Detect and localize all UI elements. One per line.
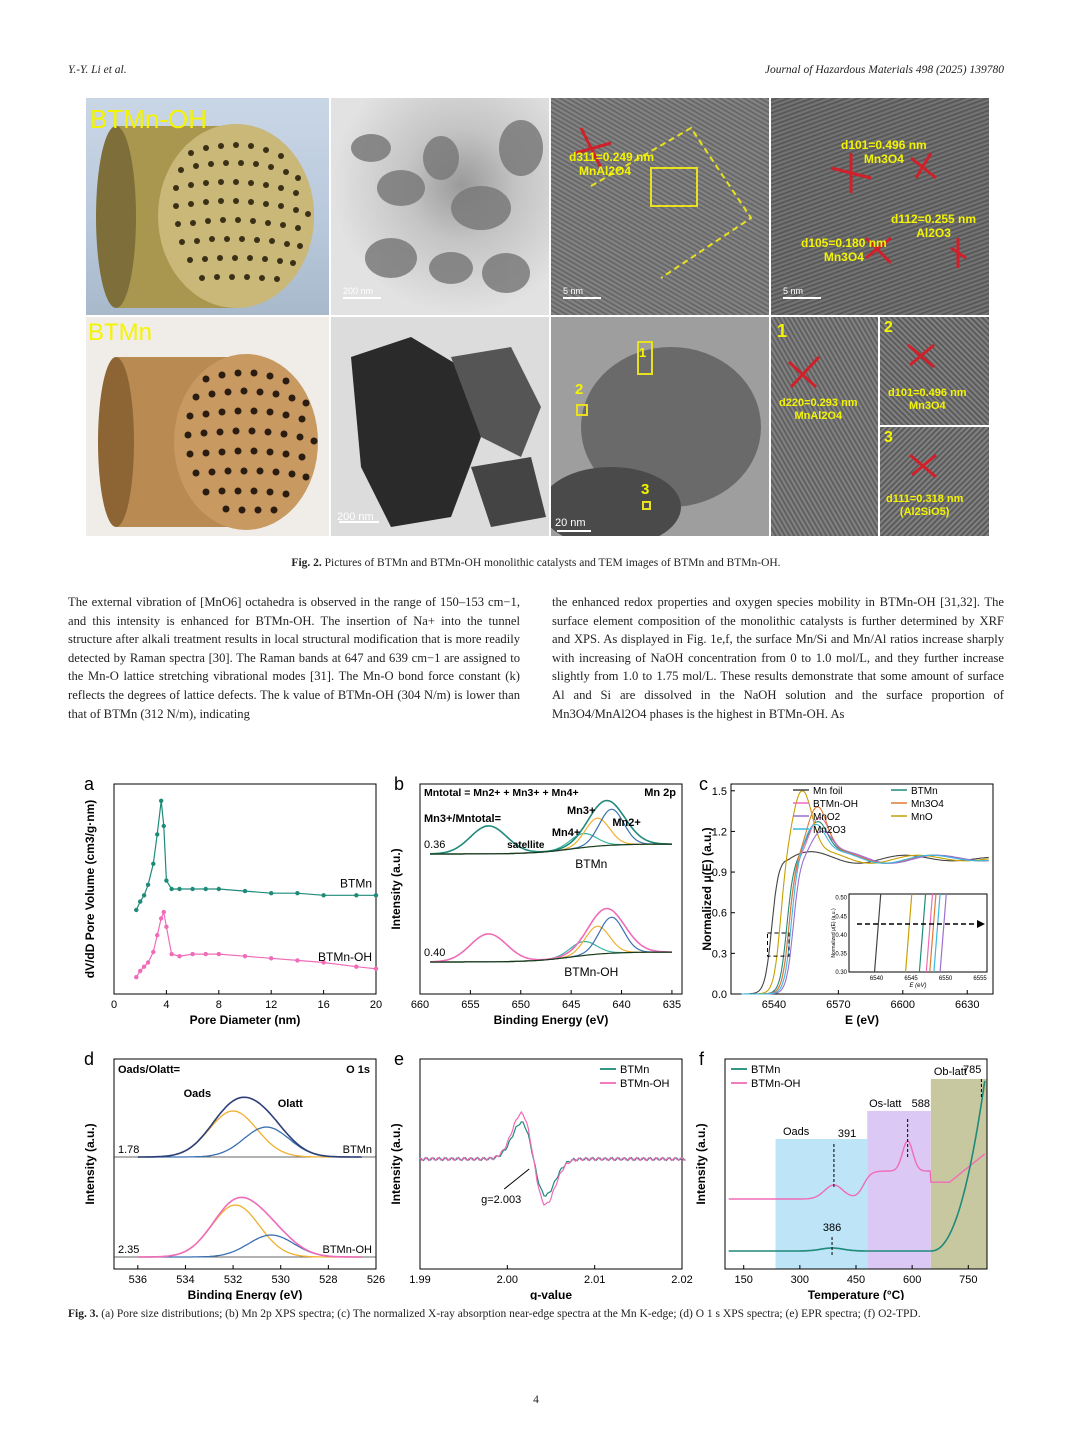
figure-3-caption-text: (a) Pore size distributions; (b) Mn 2p XPS spectra; (c) The normalized X-ray absorption near-edge spectra at the Mn K-edge; (d) O 1 s XPS spectra; (e) EPR spectra; (f) O2-TPD. [101, 1308, 921, 1320]
legend-label: BTMn [751, 1064, 781, 1076]
data-point [295, 958, 299, 962]
series-label: BTMn-OH [564, 965, 619, 979]
x-tick-label: 1.99 [409, 1274, 431, 1286]
legend-label: BTMn-OH [813, 799, 858, 810]
peak-label-386: 386 [822, 1222, 842, 1234]
d112-label: d112=0.255 nm Al2O3 [891, 212, 977, 240]
panel-letter: e [394, 1049, 405, 1069]
figure-3-caption-label: Fig. 3. [68, 1308, 99, 1320]
series-line-BTMn-OH [136, 912, 376, 977]
data-point [159, 916, 163, 920]
inset-frame [849, 894, 987, 972]
inset-y-tick: 0.35 [835, 951, 847, 958]
background-line [430, 952, 672, 962]
photo-btmn [86, 317, 329, 536]
chart-d [80, 1045, 390, 1300]
y-tick-label: 0.0 [711, 989, 727, 1001]
y-tick-label: 1.5 [711, 785, 727, 798]
box-label-1: 1 [639, 345, 647, 360]
y-tick-label: 0.9 [711, 867, 727, 880]
chart-e-svg [390, 1045, 695, 1300]
data-point [374, 967, 378, 971]
running-header-journal: Journal of Hazardous Materials 498 (2025) 139780 [764, 64, 1004, 76]
data-point [138, 899, 142, 903]
tem-btmn-20nm-overlay [551, 317, 769, 536]
running-header-authors: Y.-Y. Li et al. [68, 64, 127, 76]
inset-x-tick: 6545 [904, 976, 918, 982]
chart-title: O 1s [346, 1064, 370, 1076]
label-btmn: BTMn [88, 319, 153, 346]
figure-2-caption-label: Fig. 2. [291, 557, 322, 569]
inset-y-tick: 0.30 [835, 970, 847, 976]
data-point [295, 891, 299, 895]
inset-x-tick: 6550 [938, 976, 953, 982]
chart-a [80, 760, 390, 1030]
x-axis-label: E (eV) [844, 1013, 880, 1027]
inset-x-tick: 6540 [869, 976, 884, 982]
peak-label-785: 785 [963, 1064, 982, 1076]
chart-d-svg [80, 1045, 390, 1300]
legend-label: MnO [911, 812, 933, 823]
ratio-label: Mn3+/Mntotal= [424, 813, 502, 825]
x-axis-label: Binding Energy (eV) [187, 1288, 303, 1300]
series-label: BTMn-OH [318, 949, 372, 964]
scale-label-5nm-b: 5 nm [783, 286, 804, 296]
y-axis-label: Intensity (a.u.) [390, 848, 403, 930]
x-tick-label: 534 [176, 1274, 195, 1286]
x-tick-label: 2.02 [671, 1274, 693, 1286]
ratio-value-btmn-oh: 2.35 [118, 1244, 140, 1256]
plot-frame [420, 1059, 682, 1269]
scale-label-200nm-bottom: 200 nm [337, 511, 374, 523]
data-point [190, 952, 194, 956]
figure-3 [80, 760, 1000, 1300]
y-axis-label: dV/dD Pore Volume (cm3/g·nm) [83, 799, 97, 979]
background-line [430, 844, 672, 854]
plot-frame [114, 1059, 376, 1269]
region-label-ob-latt: Ob-latt [933, 1066, 967, 1078]
x-axis-label: Binding Energy (eV) [493, 1013, 609, 1027]
fit-envelope-BTMn-OH [430, 909, 672, 962]
data-point [217, 952, 221, 956]
page-number: 4 [533, 1394, 539, 1406]
data-point [159, 799, 163, 803]
chart-c [695, 760, 1000, 1030]
data-point [164, 925, 168, 929]
data-point [217, 887, 221, 891]
data-point [155, 933, 159, 937]
x-tick-label: 532 [223, 1274, 243, 1286]
y-axis-label: Intensity (a.u.) [83, 1123, 97, 1205]
annotation-arrow [504, 1169, 529, 1189]
data-point [151, 862, 155, 866]
data-point [164, 878, 168, 882]
series-label: BTMn [339, 876, 372, 891]
x-tick-label: 6570 [826, 999, 851, 1011]
legend-label: Mn3O4 [911, 799, 944, 810]
data-point [169, 887, 173, 891]
legend-label: Mn2O3 [813, 825, 846, 836]
x-tick-label: 536 [128, 1274, 147, 1286]
legend-label: Mn foil [813, 786, 843, 797]
inset-x-label: E (eV) [909, 983, 927, 989]
data-point [162, 824, 166, 828]
data-point [190, 887, 194, 891]
region-label-oads: Oads [783, 1126, 810, 1138]
hrtem-btmn-2 [880, 317, 989, 425]
annotation-mn2: Mn2+ [612, 817, 641, 829]
monolith-illustration [86, 317, 329, 536]
x-tick-label: 450 [846, 1274, 866, 1286]
x-tick-label: 12 [265, 999, 278, 1011]
data-point [204, 887, 208, 891]
tem-btmn-200nm [331, 317, 549, 536]
hrtem-btmn-1-overlay [771, 317, 878, 536]
data-point [374, 893, 378, 897]
panel-letter: f [699, 1049, 705, 1069]
x-tick-label: 150 [734, 1274, 753, 1286]
legend-label: BTMn [911, 786, 938, 797]
x-tick-label: 750 [959, 1274, 978, 1286]
hrtem-oh-1 [551, 98, 769, 315]
x-tick-label: 600 [902, 1274, 922, 1286]
hrtem-oh-2 [771, 98, 989, 315]
data-point [269, 891, 273, 895]
data-point [243, 954, 247, 958]
panel-letter: b [394, 774, 405, 794]
peak-label-391: 391 [837, 1128, 857, 1140]
y-tick-label: 0.3 [711, 948, 727, 961]
x-axis-label: Pore Diameter (nm) [189, 1013, 301, 1027]
panel-letter: d [84, 1049, 95, 1069]
scale-label-20nm: 20 nm [555, 517, 586, 529]
tem-oh-particles [331, 98, 549, 315]
figure-2-caption-text: Pictures of BTMn and BTMn-OH monolithic catalysts and TEM images of BTMn and BTMn-OH. [324, 557, 781, 569]
d220-label: d220=0.293 nm MnAl2O4 [779, 397, 858, 422]
inset-x-tick: 6555 [973, 976, 987, 982]
body-paragraph-left: The external vibration of [MnO6] octahedra is observed in the range of 150–153 cm−1, and this intensity is enhanced for BTMn-OH. The insertion of Na+ into the tunnel structure after alkali treatment results in local structural modification that is more readily detected by Raman spectra [30]. The Raman bands at 647 and 639 cm−1 are assigned to the Mn-O lattice stretching vibrational modes [31]. The Mn-O bond force constant (k) reflects the degrees of lattice defects. The k value of BTMn-OH (304 N/m) is lower than that of BTMn (312 N/m), indicating [68, 595, 520, 721]
data-point [146, 960, 150, 964]
photo-btmn-oh [86, 98, 329, 315]
ratio-label: Oads/Olatt= [118, 1064, 181, 1076]
data-point [269, 956, 273, 960]
region-os-latt [867, 1111, 931, 1269]
peak-label-588: 588 [911, 1098, 931, 1110]
x-tick-label: 6600 [890, 999, 916, 1011]
x-tick-label: 526 [366, 1274, 386, 1286]
x-axis-label: Temperature (°C) [807, 1288, 905, 1300]
x-tick-label: 635 [662, 999, 682, 1011]
x-tick-label: 6630 [954, 999, 980, 1011]
x-tick-label: 530 [271, 1274, 290, 1286]
panel-letter: c [699, 774, 708, 794]
y-tick-label: 1.2 [711, 826, 727, 839]
d105-label: d105=0.180 nm Mn3O4 [801, 236, 887, 264]
annotation-satellite: satellite [507, 840, 545, 851]
data-point [134, 975, 138, 979]
tem-btmn-particles [331, 317, 549, 536]
data-point [155, 832, 159, 836]
series-line-BTMn [136, 801, 376, 910]
x-tick-label: 655 [461, 999, 480, 1011]
series-label: BTMn-OH [322, 1244, 372, 1256]
inset-y-tick: 0.45 [835, 914, 847, 921]
label-btmn-oh: BTMn-OH [90, 104, 207, 134]
hrtem-box-2-label: 2 [884, 319, 893, 336]
data-point [134, 908, 138, 912]
chart-b-svg [390, 760, 695, 1030]
data-point [243, 889, 247, 893]
x-tick-label: 16 [317, 999, 330, 1011]
hrtem-btmn-1 [771, 317, 878, 536]
box-label-3: 3 [641, 481, 650, 498]
region-label-os-latt: Os-latt [869, 1098, 902, 1110]
x-tick-label: 8 [215, 999, 222, 1011]
chart-f [695, 1045, 1000, 1300]
x-tick-label: 2.00 [496, 1274, 519, 1286]
panel-letter: a [84, 774, 95, 794]
figure-3-caption [68, 1306, 1004, 1322]
x-tick-label: 20 [369, 999, 383, 1011]
data-point [142, 893, 146, 897]
y-axis-label: Normalized μ(E) (a.u.) [700, 827, 714, 951]
hrtem-oh-1-overlay [551, 98, 769, 315]
legend-label: BTMn [620, 1064, 650, 1076]
chart-c-svg [695, 760, 1000, 1030]
tem-btmn-20nm [551, 317, 769, 536]
d101-label: d101=0.496 nm Mn3O4 [841, 138, 927, 166]
figure-2 [86, 98, 989, 536]
hrtem-box-1-label: 1 [777, 321, 788, 341]
data-point [354, 965, 358, 969]
data-point [177, 887, 181, 891]
annotation-olatt: Olatt [277, 1098, 303, 1110]
body-paragraph-right: the enhanced redox properties and oxygen species mobility in BTMn-OH [31,32]. The surface element composition of the monolithic catalysts is further determined by XRF and XPS. As displayed in Fig. 1e,f, the surface Mn/Si and Mn/Al ratios increase sharply with increasing of NaOH concentration from 0 to 1.0 mol/L, and they further increase slightly from 1.0 to 1.75 mol/L. These results demonstrate that some amount of surface Al and Si are dissolved in the NaOH solution and the surface proportion of Mn3O4/MnAl2O4 phases is the highest in BTMn-OH. As [552, 595, 1004, 721]
tem-oh-200nm [331, 98, 549, 315]
hrtem-oh-2-overlay [771, 98, 989, 315]
data-point [138, 969, 142, 973]
ratio-value-btmn: 0.36 [424, 839, 446, 851]
chart-title: Mn 2p [644, 787, 676, 799]
component-mn3 [430, 926, 672, 962]
annotation-mn3: Mn3+ [567, 805, 596, 817]
series-label: BTMn [342, 1144, 372, 1156]
x-tick-label: 4 [163, 999, 170, 1011]
data-point [321, 893, 325, 897]
inset-y-tick: 0.40 [835, 932, 847, 939]
data-point [162, 910, 166, 914]
x-tick-label: 640 [612, 999, 631, 1011]
x-tick-label: 2.01 [583, 1274, 606, 1286]
chart-e [390, 1045, 695, 1300]
hrtem-box-3-label: 3 [884, 429, 893, 446]
data-point [169, 952, 173, 956]
legend-label: BTMn-OH [751, 1078, 801, 1090]
series-label: BTMn [575, 857, 608, 871]
hrtem-btmn-3 [880, 427, 989, 536]
scale-label-200nm-top: 200 nm [343, 286, 374, 296]
inset-y-label: Normalized μ(E) (a.u.) [831, 908, 837, 958]
x-tick-label: 0 [110, 999, 118, 1011]
d111-label: d111=0.318 nm (Al2SiO5) [886, 493, 964, 518]
x-tick-label: 645 [561, 999, 581, 1011]
x-tick-label: 6540 [761, 999, 787, 1011]
chart-a-svg [80, 760, 390, 1030]
x-tick-label: 660 [410, 999, 430, 1011]
chart-b [390, 760, 695, 1030]
data-point [151, 950, 155, 954]
fit-envelope-BTMn [138, 1097, 362, 1157]
box-label-2: 2 [575, 381, 584, 398]
x-tick-label: 528 [319, 1274, 338, 1286]
data-point [146, 883, 150, 887]
ratio-value-btmn-oh: 0.40 [424, 947, 446, 959]
d101b-label: d101=0.496 nm Mn3O4 [888, 387, 967, 412]
inset-y-tick: 0.50 [835, 895, 847, 902]
data-point [177, 954, 181, 958]
x-tick-label: 300 [790, 1274, 810, 1286]
legend-label: MnO2 [813, 812, 841, 823]
y-axis-label: Intensity (a.u.) [390, 1123, 403, 1205]
data-point [204, 952, 208, 956]
annotation-oads: Oads [183, 1088, 212, 1100]
data-point [142, 965, 146, 969]
hrtem-btmn-3-overlay [880, 427, 989, 536]
y-tick-label: 0.6 [711, 907, 727, 920]
ratio-value-btmn: 1.78 [118, 1144, 140, 1156]
x-tick-label: 650 [511, 999, 530, 1011]
annotation-mn4: Mn4+ [551, 827, 581, 839]
chart-f-svg [695, 1045, 1000, 1300]
scale-label-5nm-a: 5 nm [563, 286, 584, 296]
legend-label: BTMn-OH [620, 1078, 670, 1090]
annotation-g: g=2.003 [481, 1194, 522, 1206]
formula: Mntotal = Mn2+ + Mn3+ + Mn4+ [424, 787, 579, 799]
x-axis-label: g-value [529, 1288, 573, 1300]
figure-2-caption [68, 555, 1004, 571]
data-point [354, 893, 358, 897]
d311-label: d311=0.249 nm MnAl2O4 [569, 150, 655, 178]
y-axis-label: Intensity (a.u.) [695, 1123, 708, 1205]
component-olatt [138, 1127, 362, 1157]
